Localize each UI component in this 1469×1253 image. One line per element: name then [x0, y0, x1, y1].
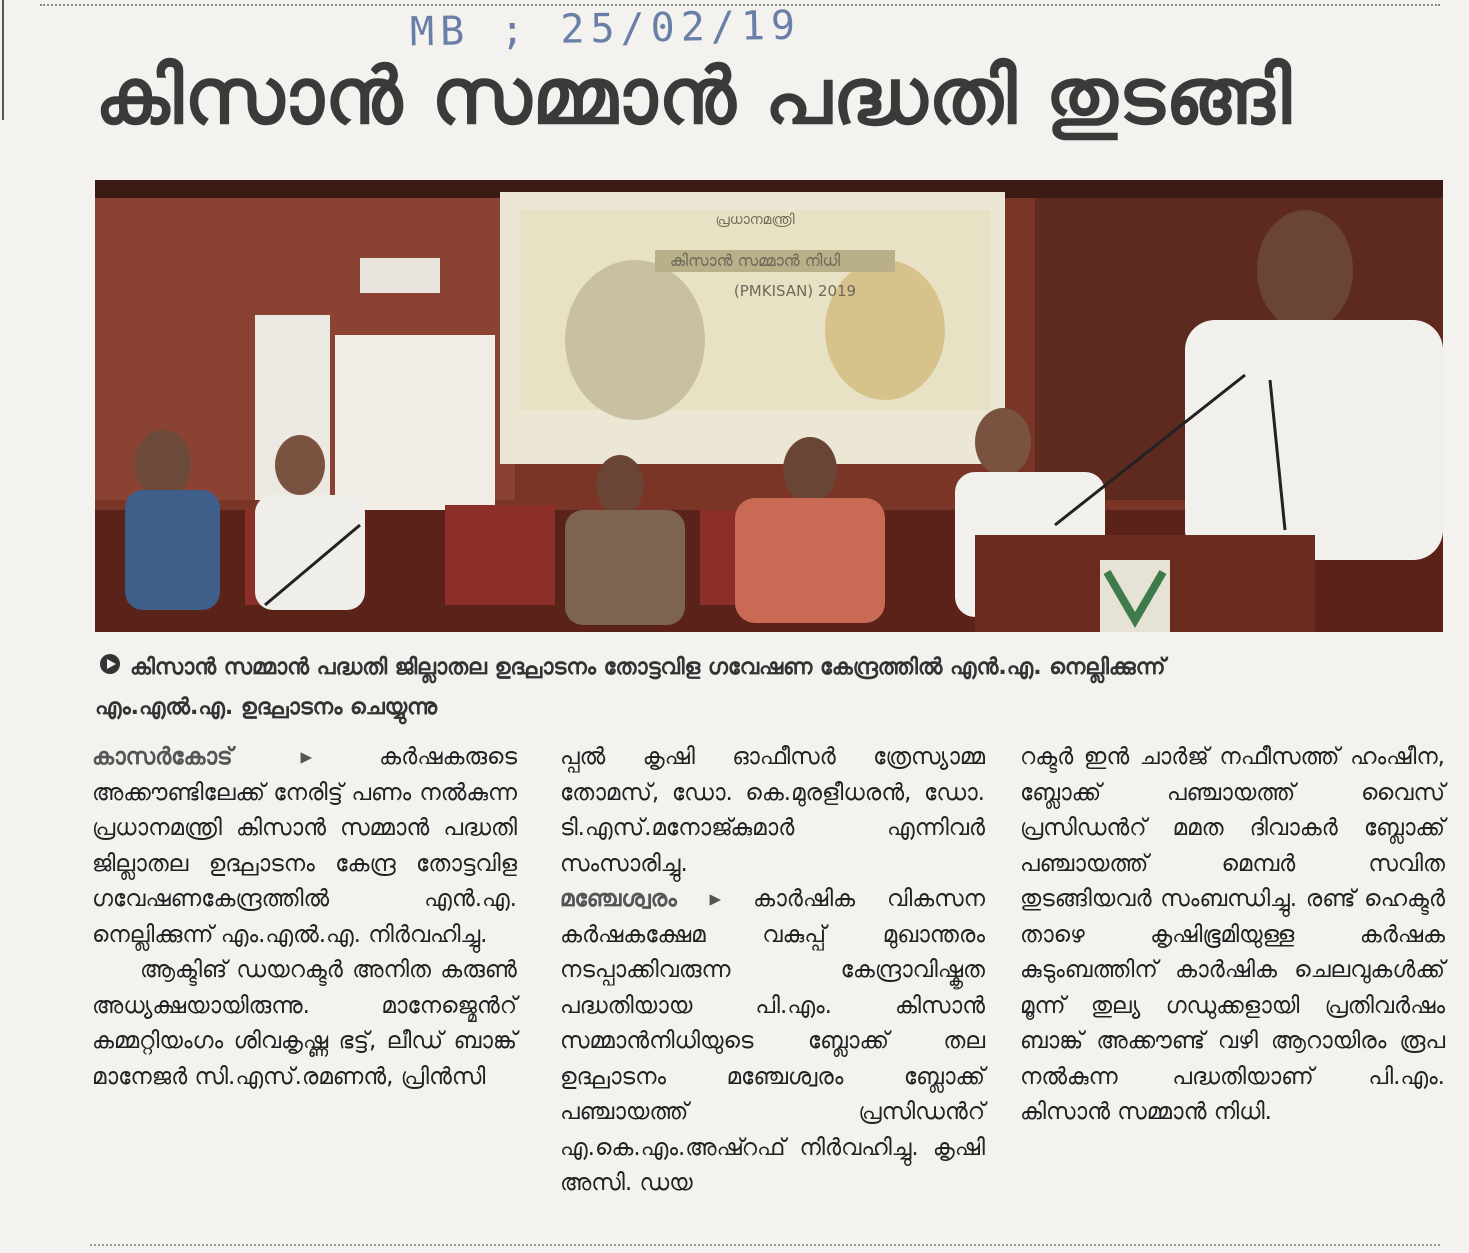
screen-text-line: (PMKISAN) 2019	[733, 282, 857, 300]
article-paragraph: പ്പൽ കൃഷി ഓഫീസർ ത്രേസ്യാമ്മ തോമസ്, ഡോ. കെ.മുരളീധരൻ, ഡോ. ടി.എസ്.മനോജ്കുമാർ എന്നിവർ സംസാരിച്ചു.	[560, 744, 985, 877]
caption-line-2: എം.എൽ.എ. ഉദ്ഘാടനം ചെയ്യുന്നു	[95, 695, 438, 720]
article-column-1	[92, 740, 517, 1095]
photo-illustration	[95, 180, 1443, 632]
article-paragraph: ആക്ടിങ് ഡയറക്ടർ അനിത കരുൺ അധ്യക്ഷയായിരുന്നു. മാനേജ്മെൻറ് കമ്മറ്റിയംഗം ശിവകൃഷ്ണ ഭട്ട്, ലീഡ് ബാങ്ക് മാനേജർ സി.എസ്.രമണൻ, പ്രിൻസി	[92, 957, 517, 1090]
caption-arrow-icon	[100, 654, 120, 674]
article-paragraph	[560, 882, 985, 1202]
dateline-kasaragod: കാസർകോട് ▸	[92, 744, 313, 770]
article-paragraph: റക്ടർ ഇൻ ചാർജ് നഫീസത്ത് ഹംഷീന, ബ്ലോക്ക് പഞ്ചായത്ത് വൈസ് പ്രസിഡൻറ് മമത ദിവാകർ ബ്ലോക്ക് പഞ്ചായത്ത് മെമ്പർ സവിത തുടങ്ങിയവർ സംബന്ധിച്ചു. രണ്ട് ഹെക്ടർ താഴെ കൃഷിഭൂമിയുള്ള കർഷക കുടുംബത്തിന് കാർഷിക ചെലവുകൾക്ക് മൂന്ന് തുല്യ ഗഡുക്കളായി പ്രതിവർഷം ബാങ്ക് അക്കൗണ്ട് വഴി ആറായിരം രൂപ നൽകുന്ന പദ്ധതിയാണ് പി.എം. കിസാൻ സമ്മാൻ നിധി.	[1020, 744, 1445, 1125]
news-photo	[95, 180, 1443, 632]
article-column-3	[1020, 740, 1445, 1131]
paragraph-text: കാർഷിക വികസന കർഷകക്ഷേമ വകുപ്പ് മുഖാന്തരം നടപ്പാക്കിവരുന്ന കേന്ദ്രാവിഷ്കൃത പദ്ധതിയായ പി.എം. കിസാൻ സമ്മാൻനിധിയുടെ ബ്ലോക്ക് തല ഉദ്ഘാടനം മഞ്ചേശ്വരം ബ്ലോക്ക് പഞ്ചായത്ത് പ്രസിഡൻറ് എ.കെ.എം.അഷ്റഫ് നിർവഹിച്ചു. കൃഷി അസി. ഡയ	[560, 886, 986, 1196]
bottom-dotted-border	[90, 1244, 1440, 1246]
handwritten-date-note: MB ; 25/02/19	[409, 2, 802, 56]
headline: കിസാൻ സമ്മാൻ പദ്ധതി തുടങ്ങി	[95, 52, 1293, 142]
article-body	[92, 740, 1445, 1220]
article-column-2	[560, 740, 985, 1202]
caption-line-1: കിസാൻ സമ്മാൻ പദ്ധതി ജില്ലാതല ഉദ്ഘാടനം തോട്ടവിള ഗവേഷണ കേന്ദ്രത്തിൽ എൻ.എ. നെല്ലിക്കുന്ന്	[130, 655, 1166, 680]
photo-caption	[95, 648, 1430, 728]
paragraph-text: കർഷകരുടെ അക്കൗണ്ടിലേക്ക് നേരിട്ട് പണം നൽകുന്ന പ്രധാനമന്ത്രി കിസാൻ സമ്മാൻ പദ്ധതി ജില്ലാതല ഉദ്ഘാടനം കേന്ദ്ര തോട്ടവിള ഗവേഷണകേന്ദ്രത്തിൽ എൻ.എ. നെല്ലിക്കുന്ന് എം.എൽ.എ. നിർവഹിച്ചു.	[92, 744, 517, 948]
screen-text-line: കിസാൻ സമ്മാൻ നിധി	[669, 251, 841, 270]
left-margin-mark	[2, 0, 7, 120]
article-paragraph	[92, 740, 517, 953]
dateline-manjeshwaram: മഞ്ചേശ്വരം ▸	[560, 886, 722, 912]
screen-text-line: പ്രധാനമന്ത്രി	[715, 212, 795, 228]
